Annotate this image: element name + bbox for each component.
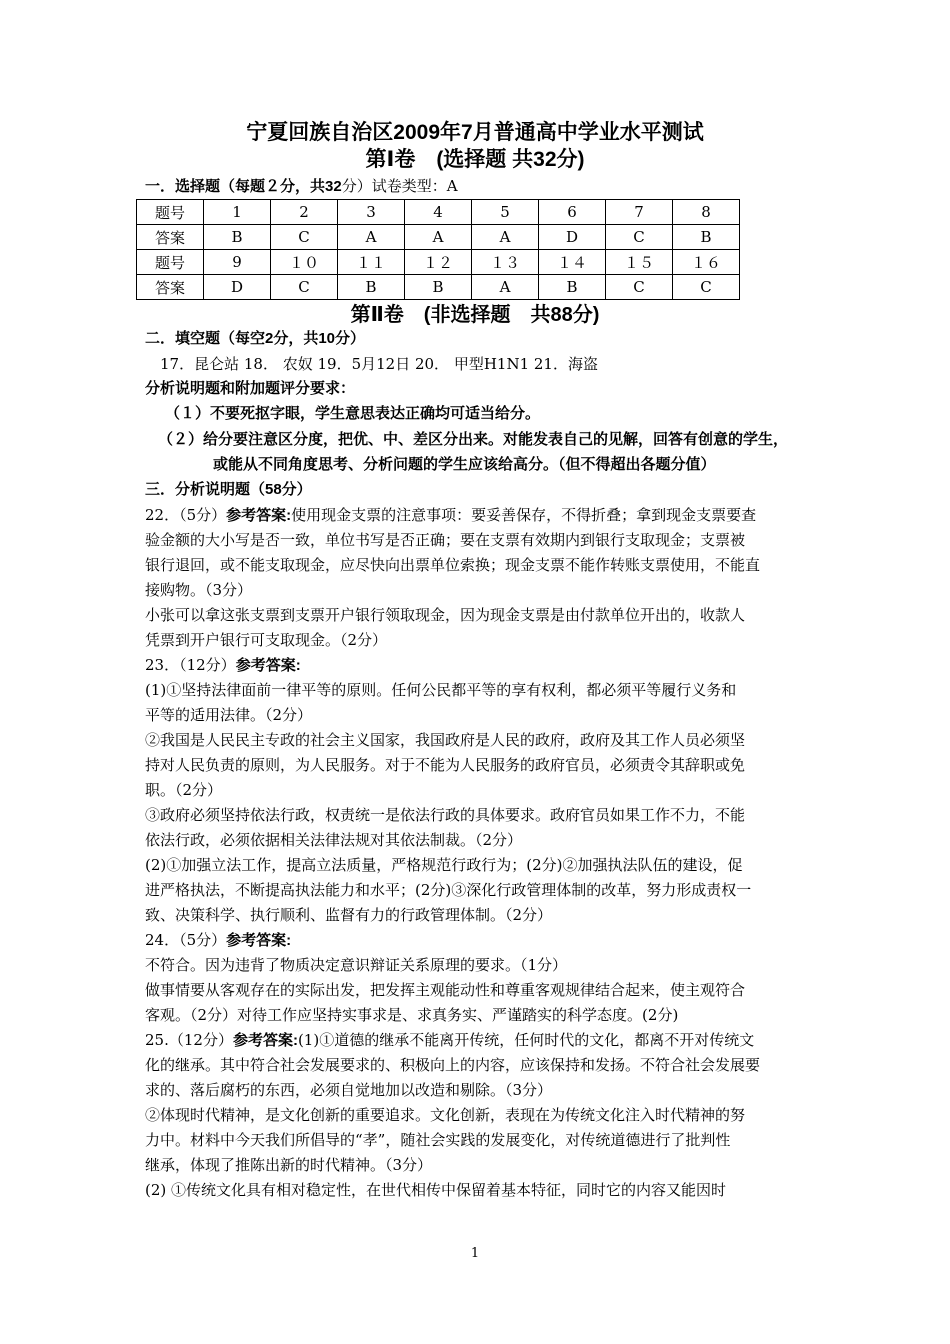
page-number: 1 (470, 1246, 480, 1261)
answer-table-cell: 6 (539, 200, 606, 225)
answer-table-cell: １２ (405, 250, 472, 275)
q22-line-4: 接购物。（3分） (145, 581, 253, 599)
answer-table-row (137, 250, 740, 275)
section3-heading: 三．分析说明题（58分） (145, 481, 312, 498)
answer-table-cell: C (673, 275, 740, 300)
answer-table (136, 199, 740, 300)
answer-table-cell: １０ (271, 250, 338, 275)
grading-heading: 分析说明题和附加题评分要求： (145, 380, 356, 397)
answer-table-row-header: 答案 (137, 225, 204, 250)
answer-table-cell: B (405, 275, 472, 300)
answer-table-cell: １６ (673, 250, 740, 275)
grading-rule-2a: （２）给分要注意区分度，把优、中、差区分出来。对能发表自己的见解，回答有创意的学生， (158, 431, 789, 448)
answer-table-cell: 7 (606, 200, 673, 225)
answer-table-row-header: 答案 (137, 275, 204, 300)
answer-table-cell: B (539, 275, 606, 300)
q23-line-4: 持对人民负责的原则，为人民服务。对于不能为人民服务的政府官员，必须责令其辞职或免 (145, 756, 746, 774)
q22-line-1 (145, 503, 825, 528)
answer-table-cell: D (204, 275, 271, 300)
answer-table-cell: C (606, 225, 673, 250)
q23-answer-label: 参考答案: (235, 657, 301, 674)
answer-table-cell: D (539, 225, 606, 250)
q23-line-6: ③政府必须坚持依法行政，权责统一是依法行政的具体要求。政府官员如果工作不力，不能 (145, 806, 746, 824)
q24-heading (145, 928, 825, 953)
q25-line-6: 继承，体现了推陈出新的时代精神。（3分） (145, 1156, 433, 1174)
q25-line-1 (145, 1028, 825, 1053)
q22-line-5: 小张可以拿这张支票到支票开户银行领取现金，因为现金支票是由付款单位开出的，收款人 (145, 606, 746, 624)
answer-table-cell: C (271, 225, 338, 250)
answer-table-row (137, 225, 740, 250)
answer-table-cell: 4 (405, 200, 472, 225)
section1-heading (145, 174, 825, 199)
q25-answer-label: 参考答案: (232, 1032, 298, 1049)
answer-table-cell: B (204, 225, 271, 250)
answer-table-cell: 2 (271, 200, 338, 225)
q23-line-5: 职。（2分） (145, 781, 223, 799)
section2-heading: 二．填空题（每空2分，共10分） (145, 330, 366, 347)
q22-answer-label: 参考答案: (226, 507, 292, 524)
answer-table-cell: B (338, 275, 405, 300)
part2-title: 第Ⅱ卷 (非选择题 共88分) (350, 304, 600, 326)
q23-line-2: 平等的适用法律。（2分） (145, 706, 313, 724)
answer-table-cell: １１ (338, 250, 405, 275)
answer-table-row-header: 题号 (137, 250, 204, 275)
answer-table-cell: 3 (338, 200, 405, 225)
grading-rule-1: （１）不要死抠字眼，学生意思表达正确均可适当给分。 (165, 405, 541, 422)
q24-line-2: 做事情要从客观存在的实际出发，把发挥主观能动性和尊重客观规律结合起来，使主观符合 (145, 981, 746, 999)
answer-table-cell: C (606, 275, 673, 300)
answer-table-cell: A (472, 275, 539, 300)
grading-rule-2b: 或能从不同角度思考、分析问题的学生应该给高分。（但不得超出各题分值） (213, 456, 716, 473)
q23-heading (145, 653, 825, 678)
answer-table-cell: 9 (204, 250, 271, 275)
q24-line-3: 客观。（2分）对待工作应坚持实事求是、求真务实、严谨踏实的科学态度。(2分) (145, 1006, 679, 1024)
answer-table-cell: B (673, 225, 740, 250)
q25-line-5: 力中。材料中今天我们所倡导的“孝”，随社会实践的发展变化，对传统道德进行了批判性 (145, 1131, 731, 1149)
answer-table-cell: 8 (673, 200, 740, 225)
q23-line-3: ②我国是人民民主专政的社会主义国家，我国政府是人民的政府，政府及其工作人员必须坚 (145, 731, 746, 749)
answer-table-row (137, 275, 740, 300)
q24-number: 24．（5分） (145, 931, 227, 949)
answer-table-cell: A (472, 225, 539, 250)
q23-line-9: 进严格执法，不断提高执法能力和水平；(2分)③深化行政管理体制的改革，努力形成责权一 (145, 881, 752, 899)
section1-heading-bold: 一．选择题（每题２分，共32 (145, 178, 342, 195)
section2-answers: 17．昆仑站 18． 农奴 19．5月12日 20． 甲型H1N1 21．海盗 (160, 355, 598, 373)
part1-title: 第Ⅰ卷 (选择题 共32分) (365, 148, 585, 171)
answer-table-cell: A (338, 225, 405, 250)
q22-line-6: 凭票到开户银行可支取现金。（2分） (145, 631, 388, 649)
q23-line-1: (1)①坚持法律面前一律平等的原则。任何公民都平等的享有权利，都必须平等履行义务和 (145, 681, 737, 699)
q22-number: 22．（5分） (145, 506, 227, 524)
q25-line-3: 求的、落后腐朽的东西，必须自觉地加以改造和剔除。（3分） (145, 1081, 553, 1099)
q25-text-1: (1)①道德的继承不能离开传统，任何时代的文化，都离不开对传统文 (297, 1031, 755, 1049)
answer-table-cell: １４ (539, 250, 606, 275)
answer-table-cell: C (271, 275, 338, 300)
answer-table-row (137, 200, 740, 225)
q23-line-7: 依法行政，必须依据相关法律法规对其依法制裁。（2分） (145, 831, 523, 849)
q22-line-2: 验金额的大小写是否一致，单位书写是否正确；要在支票有效期内到银行支取现金；支票被 (145, 531, 746, 549)
answer-table-row-header: 题号 (137, 200, 204, 225)
answer-table-cell: １３ (472, 250, 539, 275)
q25-line-4: ②体现时代精神，是文化创新的重要追求。文化创新，表现在为传统文化注入时代精神的努 (145, 1106, 746, 1124)
q23-line-8: (2)①加强立法工作，提高立法质量，严格规范行政行为；(2分)②加强执法队伍的建设，促 (145, 856, 743, 874)
q24-line-1: 不符合。因为违背了物质决定意识辩证关系原理的要求。（1分） (145, 956, 568, 974)
answer-table-cell: １５ (606, 250, 673, 275)
answer-table-cell: A (405, 225, 472, 250)
section1-heading-rest: 分）试卷类型：A (341, 177, 458, 195)
q23-line-10: 致、决策科学、执行顺利、监督有力的行政管理体制。（2分） (145, 906, 553, 924)
answer-table-cell: 5 (472, 200, 539, 225)
q22-text-1: 使用现金支票的注意事项：要妥善保存，不得折叠；拿到现金支票要查 (291, 506, 757, 524)
q25-line-2: 化的继承。其中符合社会发展要求的、积极向上的内容，应该保持和发扬。不符合社会发展要 (145, 1056, 761, 1074)
document-title: 宁夏回族自治区2009年7月普通高中学业水平测试 (246, 121, 704, 144)
q23-number: 23．（12分） (145, 656, 236, 674)
q25-number: 25.（12分） (145, 1031, 233, 1049)
q24-answer-label: 参考答案: (226, 932, 292, 949)
q22-line-3: 银行退回，或不能支取现金，应尽快向出票单位索换；现金支票不能作转账支票使用，不能直 (145, 556, 761, 574)
answer-table-cell: 1 (204, 200, 271, 225)
q25-line-7: (2) ①传统文化具有相对稳定性，在世代相传中保留着基本特征，同时它的内容又能因时 (145, 1181, 727, 1199)
